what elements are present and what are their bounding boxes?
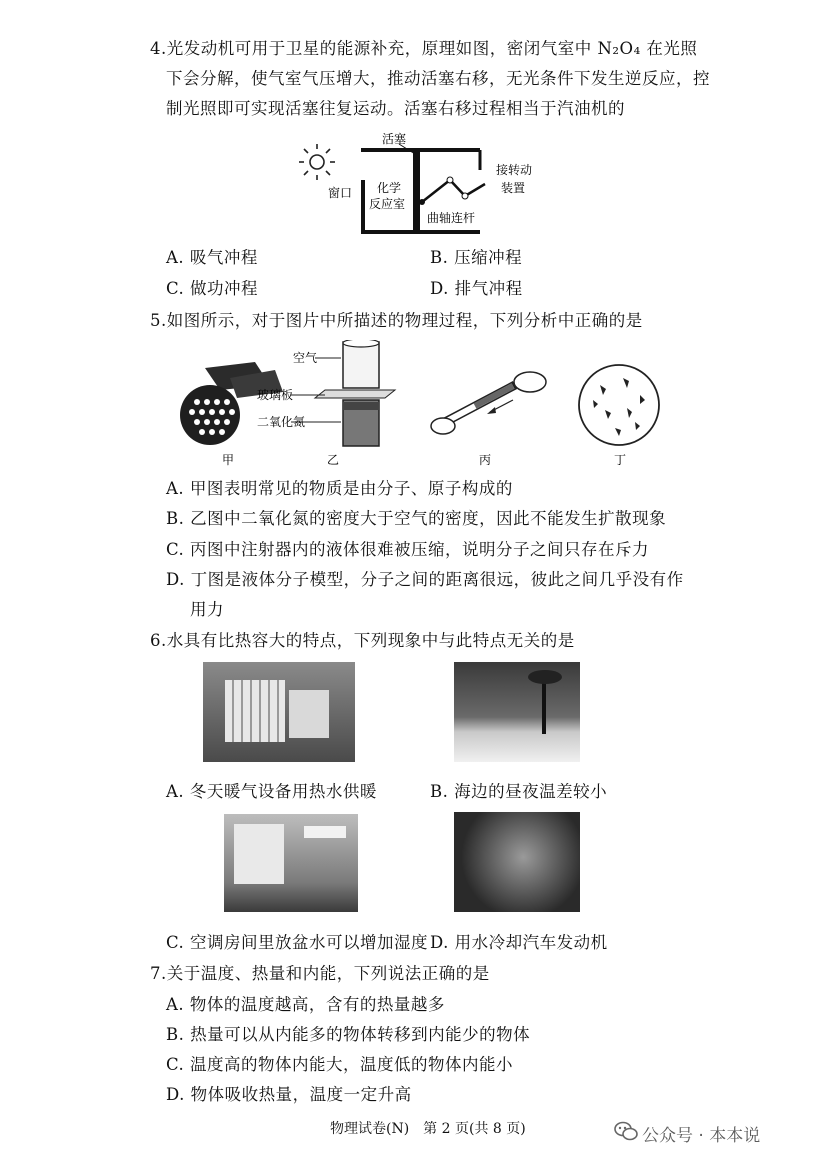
q4-option-b: B. 压缩冲程 — [430, 248, 523, 267]
q7-option-c: C. 温度高的物体内能大，温度低的物体内能小 — [166, 1055, 514, 1074]
q5-stem: 5.如图所示，对于图片中所描述的物理过程，下列分析中正确的是 — [150, 311, 643, 330]
q4-option-d: D. 排气冲程 — [430, 279, 523, 298]
photo-car-engine — [454, 812, 580, 912]
photo-seaside — [454, 662, 580, 762]
q6-stem: 6.水具有比热容大的特点，下列现象中与此特点无关的是 — [150, 631, 575, 650]
q5-option-a: A. 甲图表明常见的物质是由分子、原子构成的 — [166, 479, 513, 498]
chamber-label-2: 反应室 — [369, 197, 406, 211]
sun-icon — [299, 144, 335, 180]
q7-option-d: D. 物体吸收热量，温度一定升高 — [166, 1085, 412, 1104]
q6-option-c: C. 空调房间里放盆水可以增加湿度 — [166, 933, 429, 952]
q6-option-d: D. 用水冷却汽车发动机 — [430, 933, 608, 952]
q5-option-b: B. 乙图中二氧化氮的密度大于空气的密度，因此不能发生扩散现象 — [166, 509, 667, 528]
q4-stem-line2: 下会分解，使气室气压增大，推动活塞右移，无光条件下发生逆反应，控 — [166, 69, 710, 88]
glass-label: 玻璃板 — [257, 388, 294, 402]
photo-engine-diagram — [295, 130, 535, 238]
page-footer: 物理试卷(N) 第 2 页(共 8 页) — [330, 1121, 526, 1137]
figure-bing-syringe — [431, 372, 546, 434]
caption-jia: 甲 — [222, 453, 235, 467]
q4-option-c: C. 做功冲程 — [166, 279, 259, 298]
piston-label: 活塞 — [382, 132, 407, 146]
q7-option-a: A. 物体的温度越高，含有的热量越多 — [166, 995, 445, 1014]
q5-option-d-line1: D. 丁图是液体分子模型，分子之间的距离很远，彼此之间几乎没有作 — [166, 570, 684, 589]
q4-option-a: A. 吸气冲程 — [166, 248, 258, 267]
device-label-1: 接转动 — [496, 163, 533, 177]
figure-jia-molecules — [180, 362, 283, 445]
photo-radiator — [203, 662, 355, 762]
crank-label: 曲轴连杆 — [427, 211, 476, 225]
device-label-2: 装置 — [501, 181, 526, 195]
q4-stem-line3: 制光照即可实现活塞往复运动。活塞右移过程相当于汽油机的 — [166, 99, 625, 118]
q7-stem: 7.关于温度、热量和内能，下列说法正确的是 — [150, 964, 490, 983]
air-label: 空气 — [293, 351, 318, 365]
window-label: 窗口 — [328, 186, 353, 200]
caption-bing: 丙 — [479, 453, 492, 467]
q7-option-b: B. 热量可以从内能多的物体转移到内能少的物体 — [166, 1025, 531, 1044]
caption-yi: 乙 — [327, 453, 340, 467]
chamber-label-1: 化学 — [377, 181, 402, 195]
q6-option-a: A. 冬天暖气设备用热水供暖 — [166, 782, 377, 801]
figure-ding-liquid-model — [579, 365, 659, 445]
no2-label: 二氧化氮 — [257, 415, 306, 429]
q5-option-c: C. 丙图中注射器内的液体很难被压缩，说明分子之间只存在斥力 — [166, 540, 650, 559]
watermark: 公众号 · 本本说 — [642, 1126, 761, 1146]
photo-air-conditioned-room — [224, 814, 358, 912]
q5-option-d-line2: 用力 — [190, 600, 224, 619]
q5-figures — [175, 340, 675, 470]
wechat-icon — [614, 1121, 638, 1141]
caption-ding: 丁 — [614, 453, 627, 467]
q6-option-b: B. 海边的昼夜温差较小 — [430, 782, 608, 801]
q4-stem-line1: 4.光发动机可用于卫星的能源补充，原理如图，密闭气室中 N₂O₄ 在光照 — [150, 39, 698, 58]
